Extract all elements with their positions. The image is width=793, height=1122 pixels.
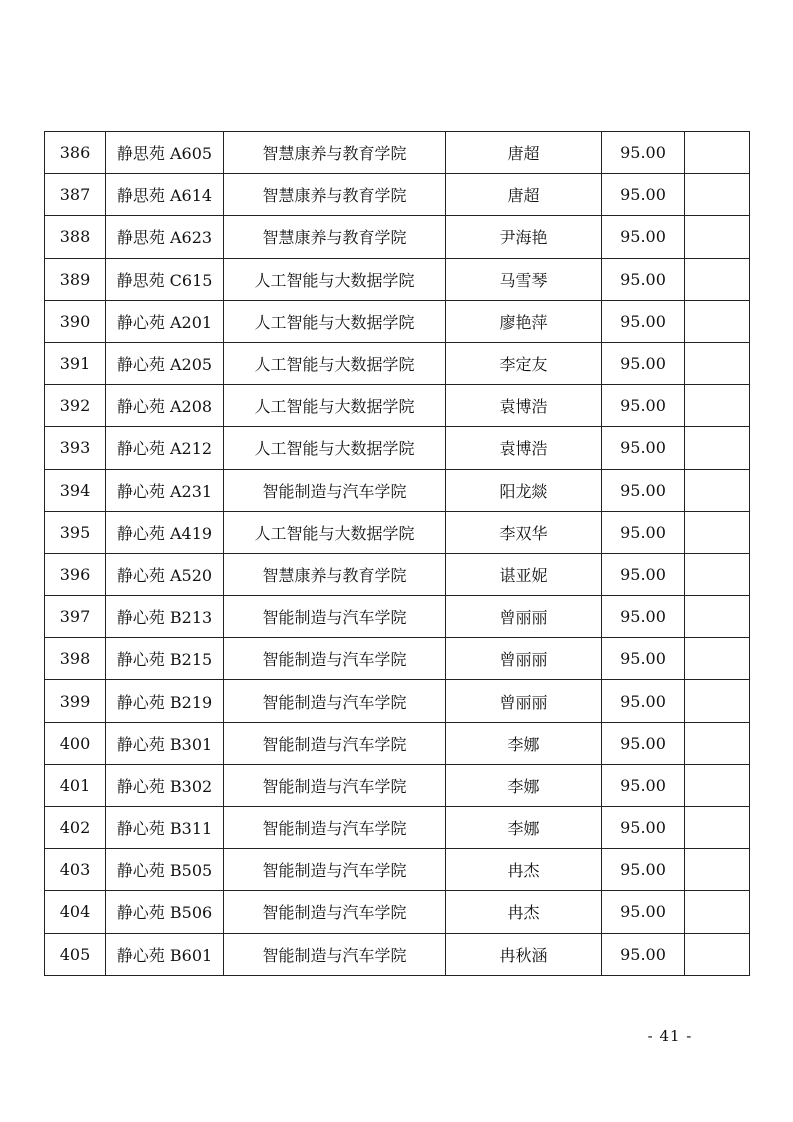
dorm-room-cell: 静心苑 A231: [106, 469, 224, 511]
name-cell: 尹海艳: [446, 216, 602, 258]
college-cell: 智能制造与汽车学院: [224, 764, 446, 806]
dorm-room-cell: 静心苑 A212: [106, 427, 224, 469]
dorm-room-cell: 静心苑 B302: [106, 764, 224, 806]
row-number-cell: 404: [45, 891, 106, 933]
name-cell: 阳龙燚: [446, 469, 602, 511]
score-cell: 95.00: [602, 342, 685, 384]
college-cell: 智慧康养与教育学院: [224, 174, 446, 216]
row-number-cell: 399: [45, 680, 106, 722]
table-row: [45, 891, 750, 933]
note-cell: [685, 132, 750, 174]
name-cell: 李双华: [446, 511, 602, 553]
name-cell: 李娜: [446, 722, 602, 764]
dorm-room-cell: 静思苑 A614: [106, 174, 224, 216]
college-cell: 人工智能与大数据学院: [224, 385, 446, 427]
row-number-cell: 393: [45, 427, 106, 469]
college-cell: 智慧康养与教育学院: [224, 132, 446, 174]
table-row: [45, 385, 750, 427]
note-cell: [685, 722, 750, 764]
note-cell: [685, 638, 750, 680]
score-cell: 95.00: [602, 764, 685, 806]
note-cell: [685, 764, 750, 806]
table-row: [45, 638, 750, 680]
row-number-cell: 388: [45, 216, 106, 258]
table-row: [45, 680, 750, 722]
table-row: [45, 427, 750, 469]
table-row: [45, 511, 750, 553]
score-cell: 95.00: [602, 638, 685, 680]
note-cell: [685, 891, 750, 933]
table-row: [45, 174, 750, 216]
college-cell: 智能制造与汽车学院: [224, 596, 446, 638]
name-cell: 曾丽丽: [446, 638, 602, 680]
name-cell: 李娜: [446, 764, 602, 806]
score-cell: 95.00: [602, 933, 685, 975]
dorm-score-table: [44, 131, 749, 976]
note-cell: [685, 427, 750, 469]
dorm-room-cell: 静心苑 B213: [106, 596, 224, 638]
dorm-room-cell: 静心苑 B601: [106, 933, 224, 975]
college-cell: 智慧康养与教育学院: [224, 216, 446, 258]
note-cell: [685, 933, 750, 975]
row-number-cell: 387: [45, 174, 106, 216]
college-cell: 人工智能与大数据学院: [224, 427, 446, 469]
name-cell: 曾丽丽: [446, 680, 602, 722]
college-cell: 智慧康养与教育学院: [224, 553, 446, 595]
score-cell: 95.00: [602, 469, 685, 511]
note-cell: [685, 258, 750, 300]
college-cell: 智能制造与汽车学院: [224, 469, 446, 511]
name-cell: 曾丽丽: [446, 596, 602, 638]
college-cell: 智能制造与汽车学院: [224, 933, 446, 975]
note-cell: [685, 216, 750, 258]
table-row: [45, 596, 750, 638]
row-number-cell: 394: [45, 469, 106, 511]
score-cell: 95.00: [602, 385, 685, 427]
name-cell: 冉秋涵: [446, 933, 602, 975]
row-number-cell: 386: [45, 132, 106, 174]
row-number-cell: 396: [45, 553, 106, 595]
college-cell: 智能制造与汽车学院: [224, 891, 446, 933]
name-cell: 唐超: [446, 174, 602, 216]
name-cell: 廖艳萍: [446, 300, 602, 342]
row-number-cell: 400: [45, 722, 106, 764]
note-cell: [685, 807, 750, 849]
college-cell: 人工智能与大数据学院: [224, 511, 446, 553]
note-cell: [685, 385, 750, 427]
college-cell: 人工智能与大数据学院: [224, 258, 446, 300]
score-cell: 95.00: [602, 132, 685, 174]
table-row: [45, 807, 750, 849]
dorm-room-cell: 静心苑 A520: [106, 553, 224, 595]
college-cell: 智能制造与汽车学院: [224, 849, 446, 891]
table: [44, 131, 750, 976]
table-row: [45, 764, 750, 806]
row-number-cell: 395: [45, 511, 106, 553]
score-cell: 95.00: [602, 427, 685, 469]
table-body: [45, 132, 750, 976]
college-cell: 智能制造与汽车学院: [224, 680, 446, 722]
table-row: [45, 933, 750, 975]
note-cell: [685, 596, 750, 638]
row-number-cell: 397: [45, 596, 106, 638]
table-row: [45, 300, 750, 342]
score-cell: 95.00: [602, 174, 685, 216]
table-row: [45, 132, 750, 174]
score-cell: 95.00: [602, 553, 685, 595]
dorm-room-cell: 静心苑 B311: [106, 807, 224, 849]
table-row: [45, 553, 750, 595]
note-cell: [685, 849, 750, 891]
dorm-room-cell: 静思苑 C615: [106, 258, 224, 300]
score-cell: 95.00: [602, 258, 685, 300]
row-number-cell: 402: [45, 807, 106, 849]
name-cell: 冉杰: [446, 849, 602, 891]
name-cell: 袁博浩: [446, 427, 602, 469]
row-number-cell: 405: [45, 933, 106, 975]
note-cell: [685, 511, 750, 553]
college-cell: 人工智能与大数据学院: [224, 342, 446, 384]
score-cell: 95.00: [602, 216, 685, 258]
row-number-cell: 389: [45, 258, 106, 300]
score-cell: 95.00: [602, 722, 685, 764]
college-cell: 智能制造与汽车学院: [224, 722, 446, 764]
dorm-room-cell: 静心苑 B506: [106, 891, 224, 933]
table-row: [45, 469, 750, 511]
dorm-room-cell: 静心苑 B215: [106, 638, 224, 680]
table-row: [45, 722, 750, 764]
dorm-room-cell: 静心苑 B301: [106, 722, 224, 764]
table-row: [45, 216, 750, 258]
dorm-room-cell: 静思苑 A623: [106, 216, 224, 258]
score-cell: 95.00: [602, 807, 685, 849]
note-cell: [685, 174, 750, 216]
note-cell: [685, 469, 750, 511]
row-number-cell: 391: [45, 342, 106, 384]
college-cell: 人工智能与大数据学院: [224, 300, 446, 342]
row-number-cell: 398: [45, 638, 106, 680]
score-cell: 95.00: [602, 680, 685, 722]
table-row: [45, 849, 750, 891]
name-cell: 冉杰: [446, 891, 602, 933]
row-number-cell: 403: [45, 849, 106, 891]
score-cell: 95.00: [602, 596, 685, 638]
dorm-room-cell: 静心苑 A205: [106, 342, 224, 384]
dorm-room-cell: 静心苑 A419: [106, 511, 224, 553]
table-row: [45, 258, 750, 300]
note-cell: [685, 553, 750, 595]
name-cell: 唐超: [446, 132, 602, 174]
name-cell: 马雪琴: [446, 258, 602, 300]
name-cell: 袁博浩: [446, 385, 602, 427]
row-number-cell: 392: [45, 385, 106, 427]
dorm-room-cell: 静心苑 A208: [106, 385, 224, 427]
page-number: - 41 -: [647, 1027, 693, 1045]
note-cell: [685, 300, 750, 342]
note-cell: [685, 680, 750, 722]
score-cell: 95.00: [602, 511, 685, 553]
table-row: [45, 342, 750, 384]
score-cell: 95.00: [602, 891, 685, 933]
dorm-room-cell: 静心苑 B505: [106, 849, 224, 891]
score-cell: 95.00: [602, 849, 685, 891]
college-cell: 智能制造与汽车学院: [224, 807, 446, 849]
dorm-room-cell: 静心苑 B219: [106, 680, 224, 722]
dorm-room-cell: 静心苑 A201: [106, 300, 224, 342]
college-cell: 智能制造与汽车学院: [224, 638, 446, 680]
note-cell: [685, 342, 750, 384]
row-number-cell: 401: [45, 764, 106, 806]
name-cell: 谌亚妮: [446, 553, 602, 595]
name-cell: 李娜: [446, 807, 602, 849]
row-number-cell: 390: [45, 300, 106, 342]
dorm-room-cell: 静思苑 A605: [106, 132, 224, 174]
score-cell: 95.00: [602, 300, 685, 342]
name-cell: 李定友: [446, 342, 602, 384]
